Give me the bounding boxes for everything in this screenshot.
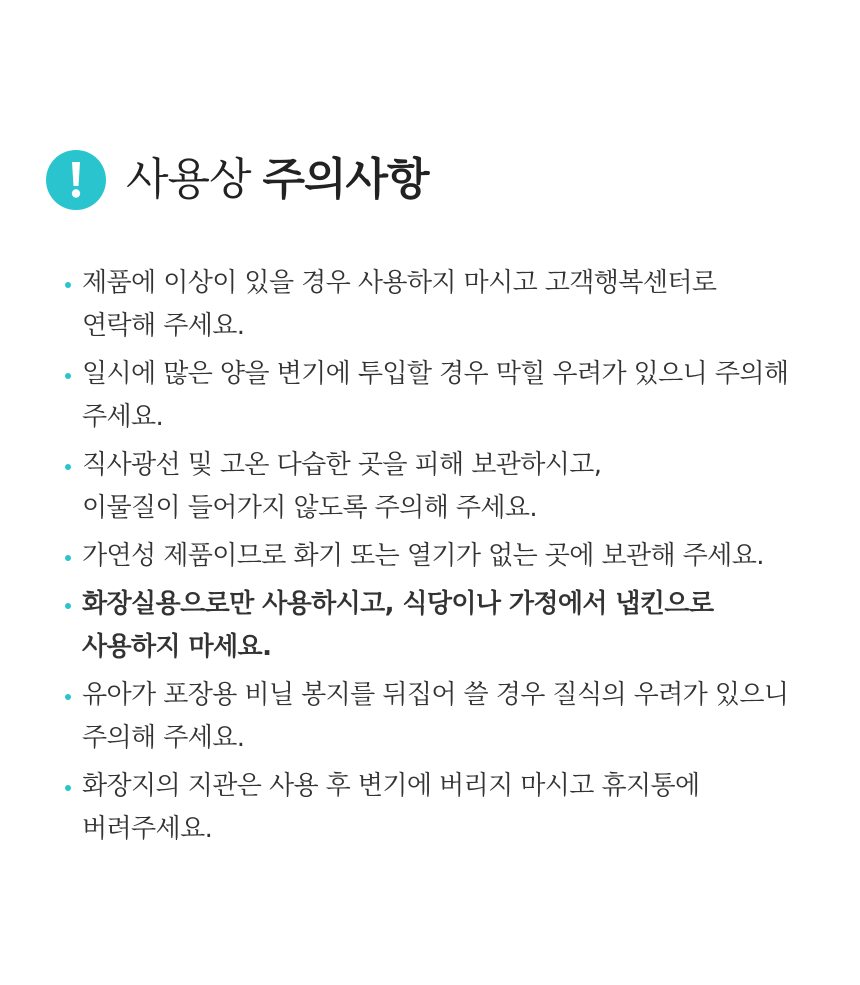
- bullet-dot-icon: [65, 373, 71, 379]
- notice-item: [62, 583, 822, 669]
- title-bold: 주의사항: [262, 154, 429, 205]
- notice-line: 연락해 주세요.: [82, 311, 245, 341]
- bullet-dot-icon: [65, 785, 71, 791]
- bullet-dot-icon: [65, 555, 71, 561]
- notice-line: 사용하지 마세요.: [82, 632, 272, 662]
- exclamation-icon: [46, 150, 106, 210]
- notice-item: [62, 674, 822, 760]
- notice-line: 주세요.: [82, 402, 164, 432]
- bullet-dot-icon: [65, 603, 71, 609]
- notice-item: [62, 535, 822, 578]
- bullet-dot-icon: [65, 464, 71, 470]
- notice-line: 가연성 제품이므로 화기 또는 열기가 없는 곳에 보관해 주세요.: [82, 541, 764, 571]
- notice-line: 유아가 포장용 비닐 봉지를 뒤집어 쓸 경우 질식의 우려가 있으니: [82, 680, 789, 710]
- notice-line: 제품에 이상이 있을 경우 사용하지 마시고 고객행복센터로: [82, 268, 717, 298]
- notice-item: [62, 262, 822, 348]
- notice-line: 일시에 많은 양을 변기에 투입할 경우 막힐 우려가 있으니 주의해: [82, 359, 789, 389]
- notice-line: 화장실용으로만 사용하시고, 식당이나 가정에서 냅킨으로: [82, 589, 714, 619]
- notice-item: [62, 444, 822, 530]
- notice-line: 직사광선 및 고온 다습한 곳을 피해 보관하시고,: [82, 450, 602, 480]
- bullet-dot-icon: [65, 694, 71, 700]
- notice-line: 이물질이 들어가지 않도록 주의해 주세요.: [82, 493, 538, 523]
- notice-line: 주의해 주세요.: [82, 723, 245, 753]
- section-header: [46, 150, 429, 210]
- title-light: 사용상: [126, 154, 251, 205]
- notice-item: [62, 353, 822, 439]
- notice-list: [62, 262, 822, 856]
- notice-line: 화장지의 지관은 사용 후 변기에 버리지 마시고 휴지통에: [82, 771, 700, 801]
- notice-item: [62, 765, 822, 851]
- page-title: [126, 150, 429, 210]
- notice-line: 버려주세요.: [82, 814, 213, 844]
- bullet-dot-icon: [65, 282, 71, 288]
